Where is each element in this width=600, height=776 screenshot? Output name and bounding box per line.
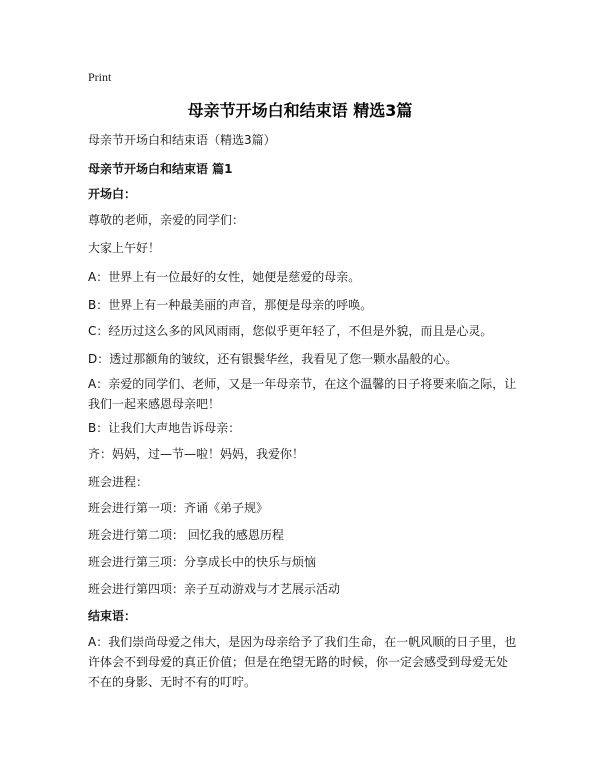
paragraph-a2: A：亲爱的同学们、老师，又是一年母亲节，在这个温馨的日子将要来临之际，让我们一起来感恩母亲吧！ (88, 377, 517, 411)
closing-heading: 结束语： (88, 609, 137, 623)
paragraph-a1: A：世界上有一位最好的女性，她便是慈爱的母亲。 (88, 270, 361, 284)
print-link[interactable]: Print (88, 70, 112, 84)
paragraph-all: 齐：妈妈，过—节—啦！妈妈，我爱你！ (88, 447, 305, 461)
agenda-item-1: 班会进行第一项：齐诵《弟子规》 (88, 501, 269, 515)
opening-heading: 开场白： (88, 187, 137, 201)
closing-paragraph: A：我们崇尚母爱之伟大，是因为母亲给予了我们生命，在一帆风顺的日子里，也许体会不到母爱的真正价值；但是在绝望无路的时候，你一定会感受到母爱无处不在的身影、无时不有的叮咛。 (88, 635, 517, 689)
paragraph-greeting: 尊敬的老师，亲爱的同学们： (88, 213, 245, 227)
paragraph-d1: D：透过那额角的皱纹，还有银鬓华丝，我看见了您一颗水晶般的心。 (88, 352, 458, 366)
agenda-item-2: 班会进行第二项： 回忆我的感恩历程 (88, 528, 284, 542)
paragraph-b2: B：让我们大声地告诉母亲： (88, 421, 241, 435)
paragraph-agenda-heading: 班会进程： (88, 475, 149, 489)
agenda-item-3: 班会进行第三项：分享成长中的快乐与烦恼 (88, 555, 317, 569)
agenda-item-4: 班会进行第四项：亲子互动游戏与才艺展示活动 (88, 582, 341, 596)
paragraph-good-morning: 大家上午好！ (88, 241, 161, 255)
page-title: 母亲节开场白和结束语 精选3篇 (187, 101, 413, 120)
section-heading: 母亲节开场白和结束语 篇1 (88, 162, 233, 176)
subtitle: 母亲节开场白和结束语（精选3篇） (88, 133, 276, 147)
paragraph-c1: C：经历过这么多的风风雨雨，您似乎更年轻了，不但是外貌，而且是心灵。 (88, 324, 493, 338)
paragraph-b1: B：世界上有一种最美丽的声音，那便是母亲的呼唤。 (88, 298, 373, 312)
